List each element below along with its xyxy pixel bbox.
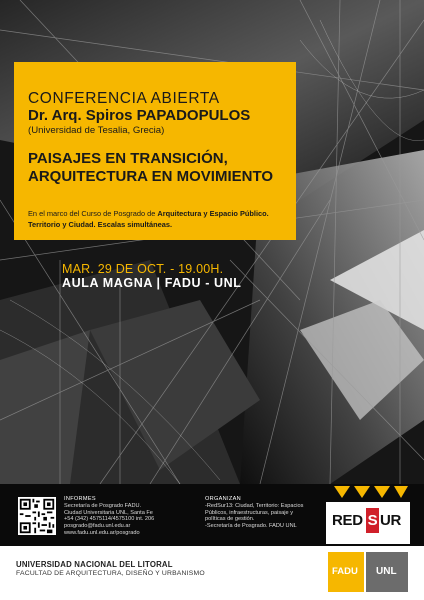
organizan-line: -Secretaría de Posgrado. FADU UNL xyxy=(205,523,297,530)
talk-title-line1: PAISAJES EN TRANSICIÓN, xyxy=(28,150,228,167)
redsur-logo xyxy=(326,502,410,544)
triangle-decoration-icon xyxy=(330,486,410,500)
informes-email[interactable]: posgrado@fadu.unl.edu.ar xyxy=(64,523,131,530)
course-description xyxy=(28,208,294,230)
course-name: Arquitectura y Espacio Público. Territorio y Ciudad. Escalas simultáneas. xyxy=(28,209,269,229)
redsur-logo-red: RED xyxy=(332,512,363,529)
unl-logo-text: UNL xyxy=(376,566,397,577)
fadu-logo-text: FADU xyxy=(332,566,358,577)
organizan-header: ORGANIZAN xyxy=(205,496,241,502)
organizan-block xyxy=(205,496,315,530)
informes-line: Secretaría de Posgrado FADU. xyxy=(64,502,142,509)
conference-panel xyxy=(14,62,296,240)
informes-website[interactable]: www.fadu.unl.edu.ar/posgrado xyxy=(64,529,140,536)
speaker-affiliation: (Universidad de Tesalia, Grecia) xyxy=(28,125,165,136)
faculty-name: FACULTAD DE ARQUITECTURA, DISEÑO Y URBANISMO xyxy=(16,570,205,577)
talk-title-line2: ARQUITECTURA EN MOVIMIENTO xyxy=(28,168,274,185)
qr-code-icon xyxy=(18,497,56,535)
event-type: CONFERENCIA ABIERTA xyxy=(28,90,220,107)
unl-logo xyxy=(366,552,408,592)
organizan-line: -RedSur13: Ciudad, Territorio: Espacios xyxy=(205,502,304,509)
course-description-prefix: En el marco del Curso de Posgrado de xyxy=(28,209,158,218)
organizan-line: Públicos, infraestructuras, paisaje y xyxy=(205,509,293,516)
redsur-logo-ur: UR xyxy=(380,512,402,529)
informes-block xyxy=(64,496,204,537)
event-place: AULA MAGNA | FADU - UNL xyxy=(62,276,242,290)
informes-line: Ciudad Universitaria UNL, Santa Fe xyxy=(64,509,153,516)
organizan-line: políticas de gestión. xyxy=(205,516,255,523)
informes-header: INFORMES xyxy=(64,496,96,502)
speaker-name: Dr. Arq. Spiros PAPADOPULOS xyxy=(28,107,251,124)
event-date: MAR. 29 DE OCT. - 19.00H. xyxy=(62,262,224,276)
university-name: UNIVERSIDAD NACIONAL DEL LITORAL xyxy=(16,560,173,569)
informes-phone: +54 (342) 4575114/4575100 int. 206 xyxy=(64,516,155,523)
talk-title xyxy=(28,150,296,186)
redsur-logo-s: S xyxy=(366,508,379,533)
fadu-logo xyxy=(328,552,364,592)
